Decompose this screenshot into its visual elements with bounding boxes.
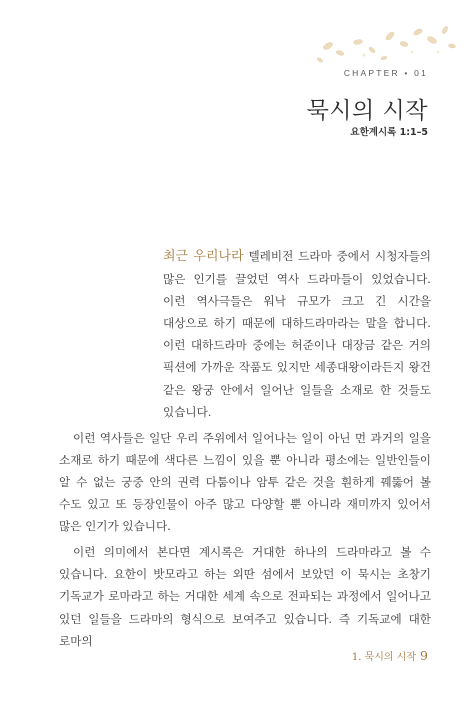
paragraph-3: 이런 의미에서 본다면 계시록은 거대한 하나의 드라마라고 볼 수 있습니다. 요한이 밧모라고 하는 외딴 섬에서 보았던 이 묵시는 초창기 기독교가 로마라고 하는 거대한 세계 속으로 전파되는 과정에서 일어나고 있던 일들을 드라마의 형식으로 보여주고 있습니다. 즉 기독교에 대한 로마의	[59, 545, 431, 648]
chapter-label: CHAPTER • 01	[343, 68, 428, 78]
footer-section-title: 1. 묵시의 시작	[351, 652, 417, 663]
opening-highlight: 최근 우리나라	[163, 249, 244, 264]
page-footer	[352, 648, 428, 663]
chapter-title: 묵시의 시작	[306, 98, 428, 124]
scripture-reference: 요한계시록 1:1–5	[350, 127, 428, 138]
body-text	[59, 245, 431, 656]
paragraph-1-text: 텔레비전 드라마 중에서 시청자들의 많은 인기를 끌었던 역사 드라마들이 있었습니다. 이런 역사극들은 워낙 규모가 크고 긴 시간을 대상으로 하기 때문에 대하드라마라는 말을 합니다. 이런 대하드라마 중에는 허준이나 대장금 같은 거의 픽션에 가까운 작품도 있지만 세종대왕이라든지 왕건 같은 왕궁 안에서 일어난 일들을 소재로 한 것들도 있습니다.	[163, 249, 431, 419]
page-number: 9	[420, 648, 428, 663]
paragraph-1	[59, 245, 431, 423]
paragraph-2: 이런 역사들은 일단 우리 주위에서 일어나는 일이 아닌 먼 과거의 일을 소재로 하기 때문에 색다른 느낌이 있을 뿐 아니라 평소에는 일반인들이 알 수 없는 궁중 안의 권력 다툼이나 암투 같은 것을 훤하게 꿰뚫어 볼 수도 있고 또 등장인물이 아주 많고 다양할 뿐 아니라 재미까지 있어서 많은 인기가 있습니다.	[59, 430, 431, 534]
